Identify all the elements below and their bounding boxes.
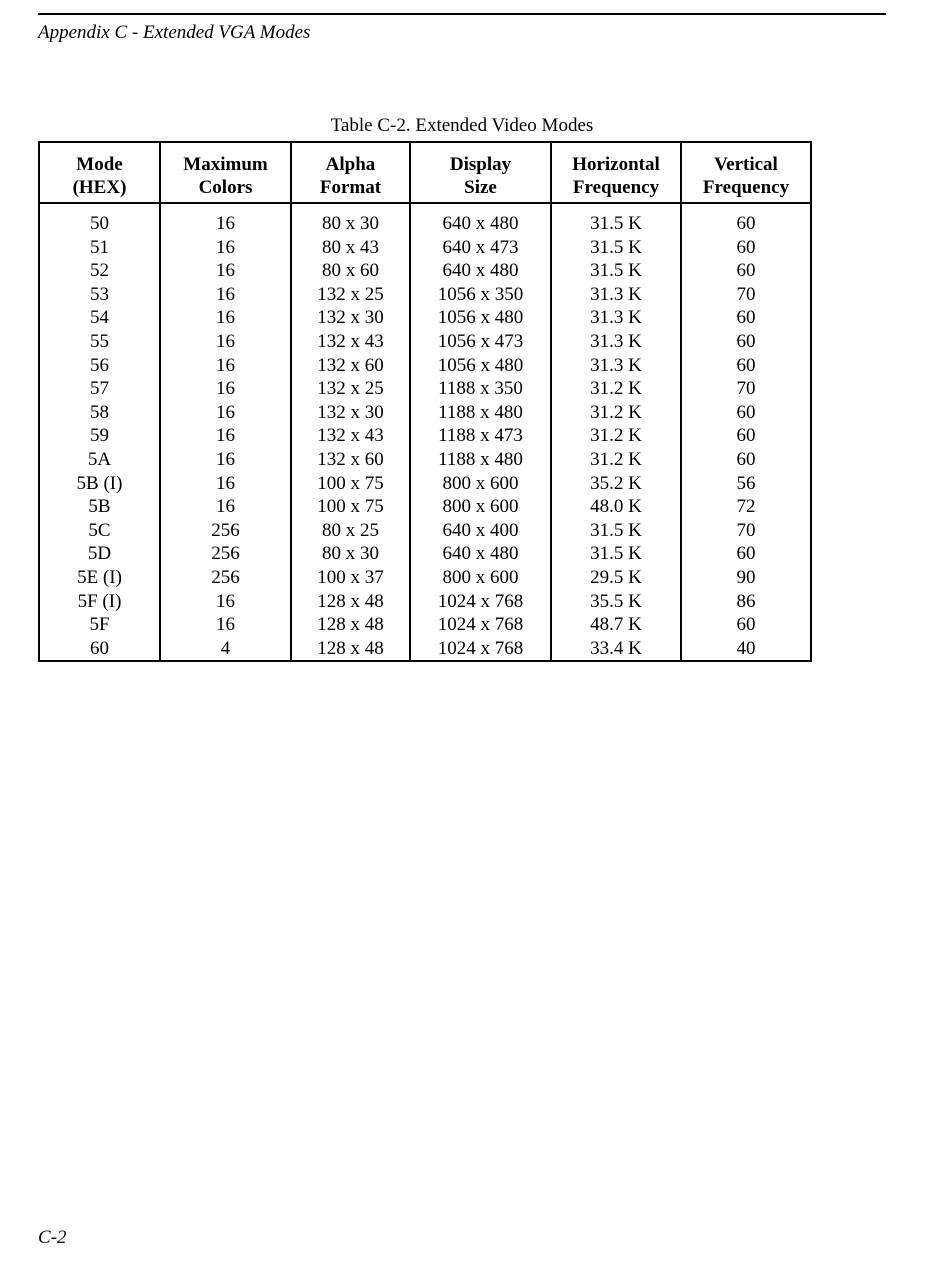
cell-mode: 5C bbox=[39, 519, 160, 543]
cell-mode: 5A bbox=[39, 448, 160, 472]
cell-vertical-frequency: 70 bbox=[681, 377, 811, 401]
cell-display-size: 640 x 480 bbox=[410, 203, 551, 236]
cell-display-size: 1024 x 768 bbox=[410, 613, 551, 637]
cell-horizontal-frequency: 31.3 K bbox=[551, 330, 681, 354]
table-row bbox=[39, 424, 811, 448]
header-rule bbox=[38, 13, 886, 15]
cell-horizontal-frequency: 31.2 K bbox=[551, 448, 681, 472]
cell-display-size: 800 x 600 bbox=[410, 495, 551, 519]
col-header-display-size: Display Size bbox=[410, 142, 551, 203]
cell-mode: 51 bbox=[39, 236, 160, 260]
cell-mode: 52 bbox=[39, 259, 160, 283]
table-body bbox=[39, 203, 811, 661]
cell-mode: 57 bbox=[39, 377, 160, 401]
cell-vertical-frequency: 70 bbox=[681, 519, 811, 543]
cell-mode: 50 bbox=[39, 203, 160, 236]
cell-display-size: 640 x 480 bbox=[410, 542, 551, 566]
table-row bbox=[39, 236, 811, 260]
table-row bbox=[39, 637, 811, 662]
cell-max-colors: 16 bbox=[160, 354, 291, 378]
cell-mode: 5D bbox=[39, 542, 160, 566]
cell-vertical-frequency: 60 bbox=[681, 401, 811, 425]
col-header-alpha-format: Alpha Format bbox=[291, 142, 410, 203]
cell-max-colors: 16 bbox=[160, 377, 291, 401]
cell-alpha-format: 100 x 75 bbox=[291, 472, 410, 496]
cell-horizontal-frequency: 31.2 K bbox=[551, 377, 681, 401]
table-row bbox=[39, 401, 811, 425]
cell-vertical-frequency: 60 bbox=[681, 354, 811, 378]
cell-alpha-format: 132 x 30 bbox=[291, 401, 410, 425]
cell-vertical-frequency: 60 bbox=[681, 236, 811, 260]
table-caption: Table C-2. Extended Video Modes bbox=[330, 115, 594, 136]
col-header-mode: Mode (HEX) bbox=[39, 142, 160, 203]
cell-horizontal-frequency: 31.5 K bbox=[551, 236, 681, 260]
cell-alpha-format: 80 x 43 bbox=[291, 236, 410, 260]
cell-horizontal-frequency: 31.3 K bbox=[551, 306, 681, 330]
cell-vertical-frequency: 60 bbox=[681, 613, 811, 637]
cell-alpha-format: 128 x 48 bbox=[291, 613, 410, 637]
table-row bbox=[39, 448, 811, 472]
cell-mode: 60 bbox=[39, 637, 160, 662]
table-row bbox=[39, 472, 811, 496]
cell-max-colors: 256 bbox=[160, 542, 291, 566]
cell-vertical-frequency: 60 bbox=[681, 424, 811, 448]
running-title: Appendix C - Extended VGA Modes bbox=[38, 22, 311, 43]
cell-max-colors: 16 bbox=[160, 283, 291, 307]
table-row bbox=[39, 354, 811, 378]
col-header-vertical-frequency: Vertical Frequency bbox=[681, 142, 811, 203]
cell-max-colors: 16 bbox=[160, 495, 291, 519]
cell-display-size: 1056 x 480 bbox=[410, 354, 551, 378]
cell-max-colors: 16 bbox=[160, 613, 291, 637]
header-row bbox=[39, 142, 811, 203]
cell-horizontal-frequency: 31.3 K bbox=[551, 283, 681, 307]
table-row bbox=[39, 542, 811, 566]
cell-mode: 58 bbox=[39, 401, 160, 425]
cell-horizontal-frequency: 33.4 K bbox=[551, 637, 681, 662]
cell-max-colors: 16 bbox=[160, 306, 291, 330]
cell-max-colors: 256 bbox=[160, 566, 291, 590]
cell-mode: 56 bbox=[39, 354, 160, 378]
cell-alpha-format: 100 x 37 bbox=[291, 566, 410, 590]
cell-max-colors: 16 bbox=[160, 203, 291, 236]
cell-horizontal-frequency: 48.0 K bbox=[551, 495, 681, 519]
table-row bbox=[39, 259, 811, 283]
cell-horizontal-frequency: 35.5 K bbox=[551, 590, 681, 614]
cell-display-size: 1188 x 473 bbox=[410, 424, 551, 448]
cell-alpha-format: 128 x 48 bbox=[291, 590, 410, 614]
col-header-max-colors: Maximum Colors bbox=[160, 142, 291, 203]
cell-display-size: 640 x 400 bbox=[410, 519, 551, 543]
cell-horizontal-frequency: 48.7 K bbox=[551, 613, 681, 637]
cell-max-colors: 16 bbox=[160, 448, 291, 472]
cell-vertical-frequency: 70 bbox=[681, 283, 811, 307]
cell-alpha-format: 132 x 60 bbox=[291, 448, 410, 472]
cell-max-colors: 4 bbox=[160, 637, 291, 662]
cell-max-colors: 16 bbox=[160, 236, 291, 260]
table-row bbox=[39, 306, 811, 330]
col-header-horizontal-frequency: Horizontal Frequency bbox=[551, 142, 681, 203]
cell-horizontal-frequency: 31.3 K bbox=[551, 354, 681, 378]
cell-alpha-format: 132 x 25 bbox=[291, 377, 410, 401]
cell-alpha-format: 128 x 48 bbox=[291, 637, 410, 662]
page-number: C-2 bbox=[38, 1227, 67, 1248]
cell-alpha-format: 132 x 30 bbox=[291, 306, 410, 330]
cell-vertical-frequency: 60 bbox=[681, 306, 811, 330]
cell-horizontal-frequency: 31.5 K bbox=[551, 259, 681, 283]
cell-mode: 5F (I) bbox=[39, 590, 160, 614]
cell-display-size: 1188 x 480 bbox=[410, 448, 551, 472]
cell-display-size: 1056 x 480 bbox=[410, 306, 551, 330]
cell-mode: 53 bbox=[39, 283, 160, 307]
cell-display-size: 1056 x 350 bbox=[410, 283, 551, 307]
table-row bbox=[39, 283, 811, 307]
cell-horizontal-frequency: 31.5 K bbox=[551, 519, 681, 543]
cell-alpha-format: 80 x 30 bbox=[291, 203, 410, 236]
table-row bbox=[39, 495, 811, 519]
table-row bbox=[39, 519, 811, 543]
cell-max-colors: 16 bbox=[160, 330, 291, 354]
cell-alpha-format: 132 x 43 bbox=[291, 424, 410, 448]
cell-display-size: 640 x 473 bbox=[410, 236, 551, 260]
cell-horizontal-frequency: 35.2 K bbox=[551, 472, 681, 496]
cell-vertical-frequency: 86 bbox=[681, 590, 811, 614]
cell-display-size: 1024 x 768 bbox=[410, 637, 551, 662]
cell-alpha-format: 100 x 75 bbox=[291, 495, 410, 519]
table-row bbox=[39, 566, 811, 590]
cell-display-size: 1056 x 473 bbox=[410, 330, 551, 354]
table-row bbox=[39, 330, 811, 354]
cell-display-size: 1188 x 480 bbox=[410, 401, 551, 425]
cell-vertical-frequency: 56 bbox=[681, 472, 811, 496]
cell-horizontal-frequency: 31.5 K bbox=[551, 203, 681, 236]
cell-display-size: 800 x 600 bbox=[410, 566, 551, 590]
cell-max-colors: 16 bbox=[160, 472, 291, 496]
cell-vertical-frequency: 60 bbox=[681, 203, 811, 236]
cell-alpha-format: 132 x 43 bbox=[291, 330, 410, 354]
cell-alpha-format: 132 x 60 bbox=[291, 354, 410, 378]
cell-display-size: 640 x 480 bbox=[410, 259, 551, 283]
cell-display-size: 800 x 600 bbox=[410, 472, 551, 496]
cell-alpha-format: 80 x 30 bbox=[291, 542, 410, 566]
cell-horizontal-frequency: 31.5 K bbox=[551, 542, 681, 566]
extended-video-modes-table bbox=[38, 141, 812, 662]
cell-mode: 5E (I) bbox=[39, 566, 160, 590]
cell-horizontal-frequency: 29.5 K bbox=[551, 566, 681, 590]
cell-mode: 54 bbox=[39, 306, 160, 330]
table-header bbox=[39, 142, 811, 203]
cell-mode: 5B bbox=[39, 495, 160, 519]
cell-vertical-frequency: 60 bbox=[681, 259, 811, 283]
cell-alpha-format: 80 x 60 bbox=[291, 259, 410, 283]
cell-mode: 5B (I) bbox=[39, 472, 160, 496]
cell-max-colors: 256 bbox=[160, 519, 291, 543]
cell-vertical-frequency: 90 bbox=[681, 566, 811, 590]
cell-max-colors: 16 bbox=[160, 590, 291, 614]
table-row bbox=[39, 377, 811, 401]
cell-mode: 59 bbox=[39, 424, 160, 448]
cell-max-colors: 16 bbox=[160, 259, 291, 283]
cell-max-colors: 16 bbox=[160, 424, 291, 448]
cell-display-size: 1188 x 350 bbox=[410, 377, 551, 401]
cell-display-size: 1024 x 768 bbox=[410, 590, 551, 614]
cell-alpha-format: 80 x 25 bbox=[291, 519, 410, 543]
table-row bbox=[39, 613, 811, 637]
table-row bbox=[39, 203, 811, 236]
cell-vertical-frequency: 60 bbox=[681, 542, 811, 566]
cell-vertical-frequency: 40 bbox=[681, 637, 811, 662]
cell-alpha-format: 132 x 25 bbox=[291, 283, 410, 307]
cell-vertical-frequency: 60 bbox=[681, 330, 811, 354]
cell-horizontal-frequency: 31.2 K bbox=[551, 424, 681, 448]
table-row bbox=[39, 590, 811, 614]
cell-max-colors: 16 bbox=[160, 401, 291, 425]
cell-mode: 5F bbox=[39, 613, 160, 637]
cell-horizontal-frequency: 31.2 K bbox=[551, 401, 681, 425]
cell-vertical-frequency: 72 bbox=[681, 495, 811, 519]
cell-mode: 55 bbox=[39, 330, 160, 354]
cell-vertical-frequency: 60 bbox=[681, 448, 811, 472]
